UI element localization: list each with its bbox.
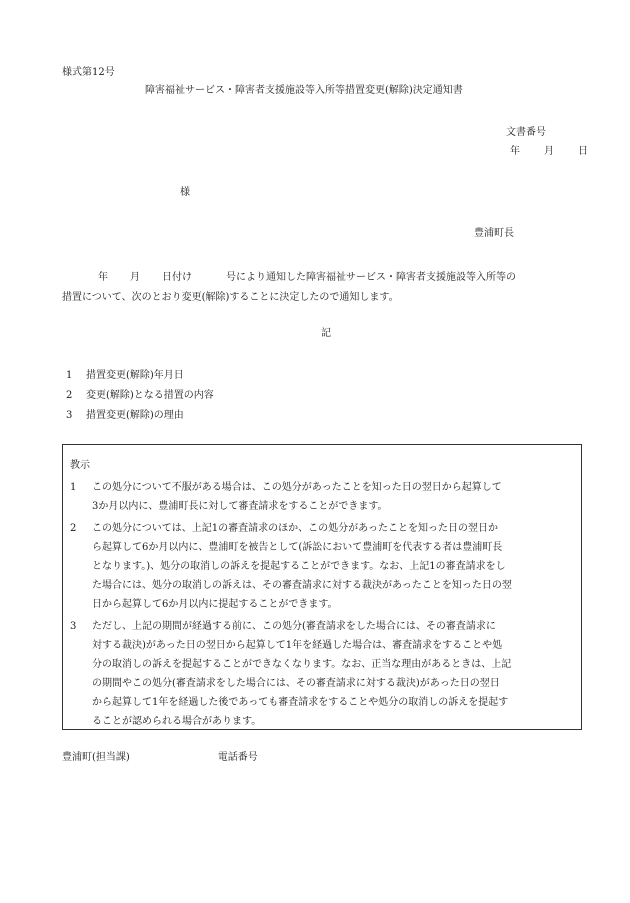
- body-line-1: [62, 268, 582, 288]
- notice-line: 日から起算して6か月以内に提起することができます。: [92, 599, 338, 610]
- notice-item: [70, 478, 574, 516]
- list-item: [66, 366, 214, 386]
- notice-line: ら起算して6か月以内に、豊浦町を被告として(訴訟において豊浦町を代表する者は豊浦町長: [92, 542, 503, 553]
- form-number: 様式第12号: [62, 67, 115, 78]
- list-item: [66, 406, 214, 426]
- item-number: 1: [66, 370, 73, 381]
- notice-line: た場合には、処分の取消しの訴えは、その審査請求に対する裁決があったことを知った日の翌: [92, 580, 512, 591]
- appeal-notice-box: [62, 444, 582, 730]
- footer: [62, 753, 258, 763]
- notice-line: 3か月以内に、豊浦町長に対して審査請求をすることができます。: [92, 501, 388, 512]
- notice-line: 対する裁決)があった日の翌日から起算して1年を経過した場合は、審査請求をすることや処: [92, 640, 503, 651]
- footer-phone-label: 電話番号: [217, 752, 258, 763]
- notice-line: となります。)、処分の取消しの訴えを提起することができます。なお、上記1の審査請求をし: [92, 561, 506, 572]
- recipient-suffix: 様: [180, 187, 190, 198]
- date-year: 年: [510, 146, 520, 157]
- body-line-1-rest: 号により通知した障害福祉サービス・障害者支援施設等入所等の: [226, 272, 516, 283]
- notice-item: [70, 617, 574, 731]
- item-number: 3: [66, 410, 73, 421]
- document-number-label: 文書番号: [506, 127, 546, 138]
- item-text: 措置変更(解除)の理由: [86, 410, 184, 421]
- sender-name: 豊浦町長: [474, 228, 514, 239]
- body-line-2: 措置について、次のとおり変更(解除)することに決定したので通知します。: [62, 292, 399, 303]
- issue-date: [510, 147, 588, 157]
- body-month: 月: [130, 272, 140, 283]
- notice-item-number: 3: [70, 621, 77, 632]
- body-year: 年: [98, 272, 108, 283]
- notice-title: 教示: [70, 460, 90, 471]
- notice-line: この処分について不服がある場合は、この処分があったことを知った日の翌日から起算して: [92, 482, 502, 493]
- ki-heading: 記: [321, 328, 331, 339]
- item-list: [66, 366, 214, 426]
- notice-item: [70, 519, 574, 614]
- notice-item-number: 1: [70, 482, 77, 493]
- notice-item-number: 2: [70, 523, 77, 534]
- item-number: 2: [66, 390, 73, 401]
- footer-department: 豊浦町(担当課): [62, 752, 130, 763]
- item-text: 変更(解除)となる措置の内容: [86, 390, 214, 401]
- notice-line: ることが認められる場合があります。: [92, 716, 262, 727]
- notice-line: この処分については、上記1の審査請求のほか、この処分があったことを知った日の翌日か: [92, 523, 499, 534]
- notice-line: 分の取消しの訴えを提起することができなくなります。なお、正当な理由があるときは、上記: [92, 659, 512, 670]
- list-item: [66, 386, 214, 406]
- notice-line: の期間やこの処分(審査請求をした場合には、その審査請求に対する裁決)があった日の翌日: [92, 678, 500, 689]
- notice-line: ただし、上記の期間が経過する前に、この処分(審査請求をした場合には、その審査請求に: [92, 621, 496, 632]
- notice-line: から起算して1年を経過した後であっても審査請求をすることや処分の取消しの訴えを提起す: [92, 697, 509, 708]
- date-month: 月: [544, 146, 554, 157]
- notification-body: [62, 268, 582, 308]
- item-text: 措置変更(解除)年月日: [86, 370, 184, 381]
- document-title: 障害福祉サービス・障害者支援施設等入所等措置変更(解除)決定通知書: [145, 85, 463, 96]
- date-day: 日: [578, 146, 588, 157]
- body-day-dated: 日付け: [162, 272, 192, 283]
